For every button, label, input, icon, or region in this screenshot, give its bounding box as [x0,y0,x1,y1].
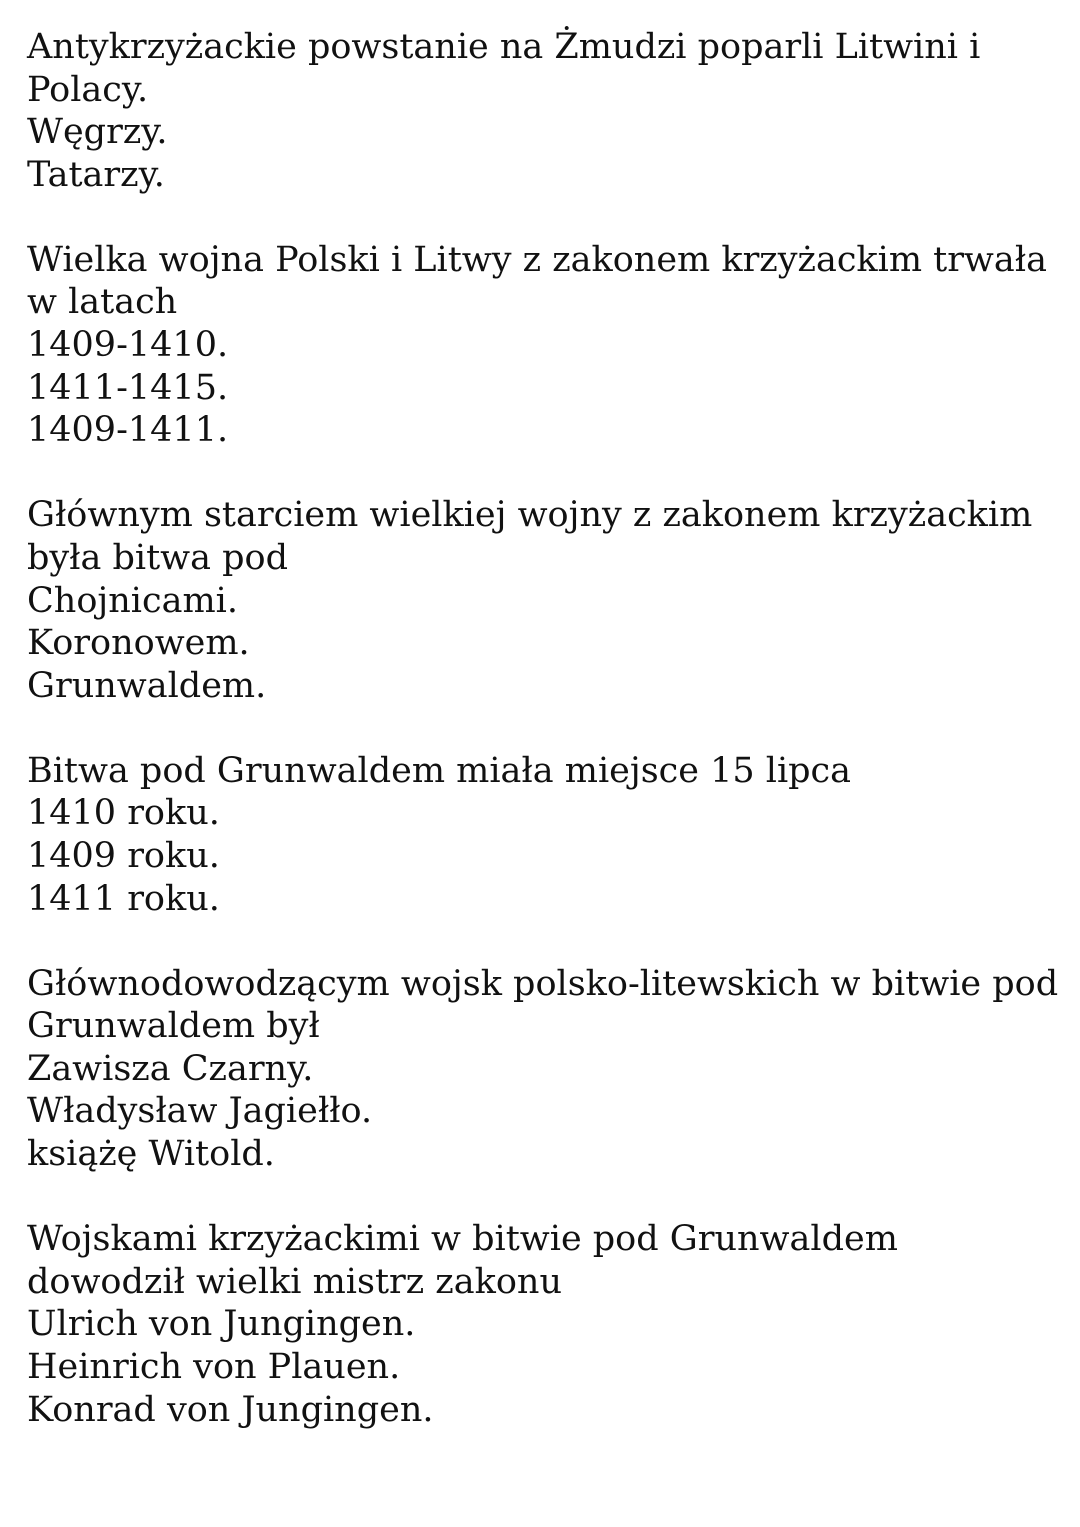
answer-option: Węgrzy. [27,112,168,153]
answer-option: 1409-1410. [27,325,229,366]
answer-list [27,111,1067,196]
answer-option: Władysław Jagiełło. [27,1091,373,1132]
question-item [27,963,1067,1176]
question-item [27,239,1067,452]
answer-list [27,1048,1067,1176]
answer-option: książę Witold. [27,1134,275,1175]
answer-option: Heinrich von Plauen. [27,1346,401,1387]
answer-list [27,324,1067,452]
answer-list [27,1303,1067,1431]
answer-option: Koronowem. [27,623,250,664]
answer-option: 1410 roku. [27,793,220,834]
question-text: Wielka wojna Polski i Litwy z zakonem krzyżackim trwała w latach [27,239,1047,323]
question-item [27,494,1067,707]
question-text: Głównym starciem wielkiej wojny z zakonem krzyżackim była bitwa pod [27,495,1033,578]
answer-list [27,580,1067,708]
answer-option: 1409 roku. [27,836,220,876]
question-text: Bitwa pod Grunwaldem miała miejsce 15 lipca [27,750,852,791]
question-text: Głównodowodzącym wojsk polsko-litewskich w bitwie pod Grunwaldem był [27,963,1059,1047]
question-text: Antykrzyżackie powstanie na Żmudzi poparli Litwini i Polacy. [27,27,981,110]
answer-option: Tatarzy. [27,154,165,195]
answer-option: 1411-1415. [27,367,229,408]
answer-list [27,792,1067,920]
answer-option: Ulrich von Jungingen. [27,1304,416,1345]
answer-option: Konrad von Jungingen. [27,1389,434,1430]
answer-option: 1411 roku. [27,878,220,919]
answer-option: Grunwaldem. [27,665,267,706]
answer-option: 1409-1411. [27,410,229,451]
question-item [27,26,1067,196]
answer-option: Zawisza Czarny. [27,1048,314,1089]
question-item [27,1218,1067,1431]
question-list [27,26,1067,1474]
answer-option: Chojnicami. [27,580,238,621]
question-item [27,750,1067,920]
question-text: Wojskami krzyżackimi w bitwie pod Grunwaldem dowodził wielki mistrz zakonu [27,1219,898,1302]
